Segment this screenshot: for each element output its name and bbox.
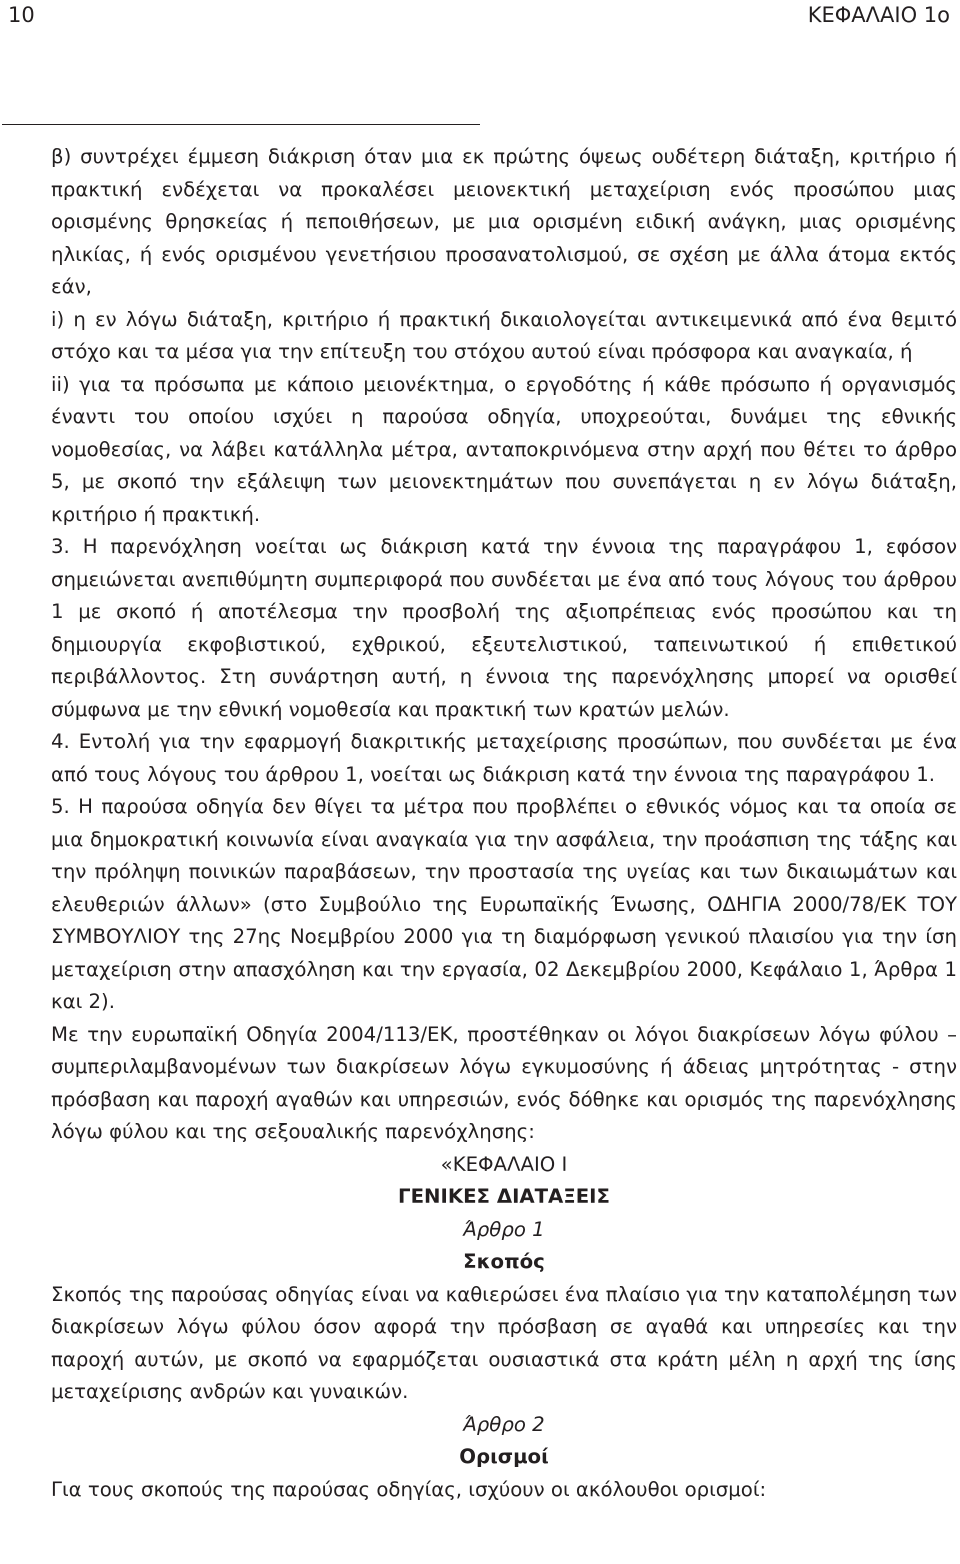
chapter-header: ΚΕΦΑΛΑΙΟ 1ο: [807, 3, 950, 27]
paragraph-disability-ii: ii) για τα πρόσωπα με κάποιο μειονέκτημα, ο εργοδότης ή κάθε πρόσωπο ή οργανισμός έναντι του οποίου ισχύει η παρούσα οδηγία, υποχρεούται, δυνάμει της εθνικής νομοθεσίας, να λάβει κατάλληλα μέτρα, ανταποκρινόμενα στην αρχή που θέτει το άρθρο 5, με σκοπό την εξάλειψη των μειονεκτημάτων που συνεπάγεται η εν λόγω διάταξη, κριτήριο ή πρακτική.: [51, 372, 957, 526]
paragraph-indirect-discrimination: β) συντρέχει έμμεση διάκριση όταν μια εκ πρώτης όψεως ουδέτερη διάταξη, κριτήριο ή πρακτική ενδέχεται να προκαλέσει μειονεκτική μεταχείριση ενός προσώπου μιας ορισμένης θρησκείας ή πεποιθήσεων, με μια ορισμένη ειδική ανάγκη, μιας ορισμένης ηλικίας, ή ενός ορισμένου γενετήσιου προσανατολισμού, σε σχέση με άλλα άτομα εκτός εάν,: [51, 145, 957, 298]
chapter-title: «ΚΕΦΑΛΑΙΟ Ι: [440, 1152, 568, 1176]
article-1-text: Σκοπός της παρούσας οδηγίας είναι να καθιερώσει ένα πλαίσιο για την καταπολέμηση των διακρίσεων λόγω φύλου όσον αφορά την πρόσβαση σε αγαθά και υπηρεσίες και την παροχή αυτών, με σκοπό να εφαρμόζεται ουσιαστικά στα κράτη μέλη η αρχή της ίσης μεταχείρισης ανδρών και γυναικών.: [51, 1282, 957, 1403]
article-2-title: Ορισμοί: [459, 1445, 549, 1468]
paragraph-exceptions-5: 5. Η παρούσα οδηγία δεν θίγει τα μέτρα που προβλέπει ο εθνικός νόμος και τα οποία σε μια δημοκρατική κοινωνία είναι αναγκαία για την ασφάλεια, την προάσπιση της τάξης και την πρόληψη ποινικών παραβάσεων, την προστασία της υγείας και των δικαιωμάτων και ελευθεριών άλλων» (στο Συμβούλιο της Ευρωπαϊκής Ένωσης, ΟΔΗΓΙΑ 2000/78/ΕΚ ΤΟΥ ΣΥΜΒΟΥΛΙΟΥ της 27ης Νοεμβρίου 2000 για τη διαμόρφωση γενικού πλαισίου για την ίση μεταχείριση στην απασχόληση και την εργασία, 02 Δεκεμβρίου 2000, Κεφάλαιο 1, Άρθρα 1 και 2).: [51, 795, 957, 1013]
paragraph-instruction-4: 4. Εντολή για την εφαρμογή διακριτικής μεταχείρισης προσώπων, που συνδέεται με ένα από τους λόγους του άρθρου 1, νοείται ως διάκριση κατά την έννοια της παραγράφου 1.: [51, 730, 957, 786]
paragraph-harassment-3: 3. Η παρενόχληση νοείται ως διάκριση κατά την έννοια της παραγράφου 1, εφόσον σημειώνεται ανεπιθύμητη συμπεριφορά που συνδέεται με ένα από τους λόγους του άρθρου 1 με σκοπό ή αποτέλεσμα την προσβολή της αξιοπρέπειας ενός προσώπου και τη δημιουργία εκφοβιστικού, εχθρικού, εξευτελιστικού, ταπεινωτικού ή επιθετικού περιβάλλοντος. Στη συνάρτηση αυτή, η έννοια της παρενόχλησης μπορεί να ορισθεί σύμφωνα με την εθνική νομοθεσία και πρακτική των κρατών μελών.: [51, 535, 957, 721]
article-1-title: Σκοπός: [463, 1250, 545, 1273]
article-2-text: Για τους σκοπούς της παρούσας οδηγίας, ισχύουν οι ακόλουθοι ορισμοί:: [51, 1477, 767, 1501]
page-number: 10: [8, 3, 35, 27]
document-body: [51, 141, 957, 1506]
paragraph-directive-2004: Με την ευρωπαϊκή Οδηγία 2004/113/ΕΚ, προστέθηκαν οι λόγοι διακρίσεων λόγω φύλου – συμπεριλαμβανομένων των διακρίσεων λόγω εγκυμοσύνης ή άδειας μητρότητας - στην πρόσβαση και παροχή αγαθών και υπηρεσιών, ενός δόθηκε και ορισμός της παρενόχλησης λόγω φύλου και της σεξουαλικής παρενόχλησης:: [51, 1022, 957, 1143]
article-2-label: Άρθρο 2: [463, 1412, 545, 1436]
general-provisions-heading: ΓΕΝΙΚΕΣ ΔΙΑΤΑΞΕΙΣ: [398, 1185, 610, 1208]
paragraph-justification-i: i) η εν λόγω διάταξη, κριτήριο ή πρακτική δικαιολογείται αντικειμενικά από ένα θεμιτό στόχο και τα μέσα για την επίτευξη του στόχου αυτού είναι πρόσφορα και αναγκαία, ή: [51, 307, 957, 363]
article-1-label: Άρθρο 1: [463, 1217, 545, 1241]
header-divider: [2, 124, 480, 125]
